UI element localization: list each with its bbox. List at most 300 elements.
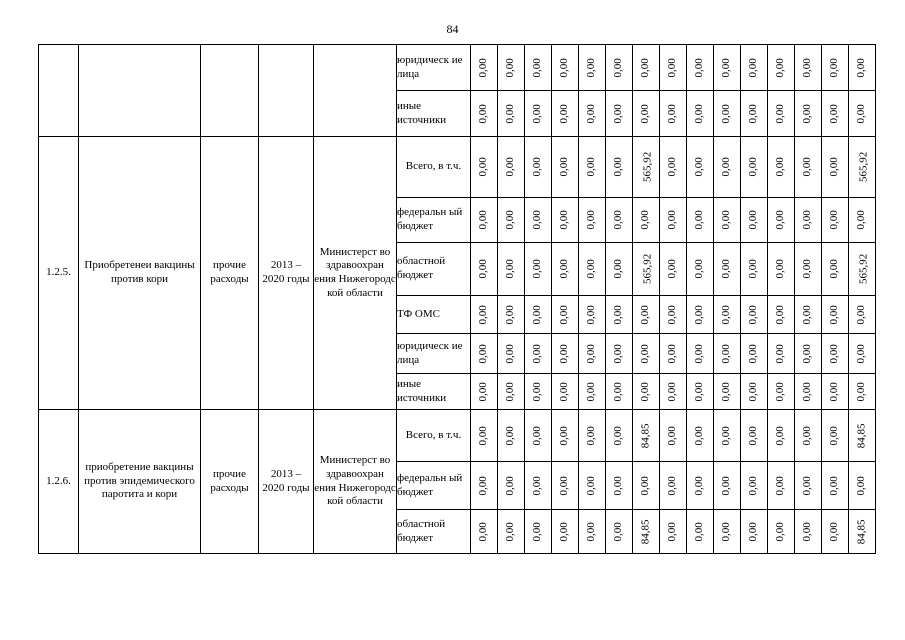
value-cell (660, 198, 687, 243)
value-text: 0,00 (585, 343, 598, 364)
value-cell (606, 137, 633, 198)
value-text: 0,00 (477, 381, 490, 402)
value-text: 0,00 (558, 103, 571, 124)
value-cell (714, 374, 741, 410)
source-cell: федеральн ый бюджет (397, 198, 471, 243)
value-cell (849, 374, 876, 410)
value-cell (525, 243, 552, 296)
value-text: 0,00 (747, 381, 760, 402)
value-cell (714, 296, 741, 334)
value-text: 0,00 (612, 210, 625, 230)
value-cell (768, 198, 795, 243)
value-cell (471, 137, 498, 198)
value-cell (795, 334, 822, 374)
value-cell (741, 510, 768, 554)
value-cell (687, 45, 714, 91)
value-text: 0,00 (531, 259, 544, 279)
value-cell (525, 198, 552, 243)
value-text: 0,00 (720, 259, 733, 279)
value-text: 0,00 (747, 304, 760, 325)
value-cell (525, 410, 552, 462)
value-cell (822, 45, 849, 91)
value-cell (498, 374, 525, 410)
value-cell (552, 243, 579, 296)
value-text: 0,00 (693, 103, 706, 124)
value-text: 0,00 (639, 475, 652, 496)
value-text: 0,00 (504, 259, 517, 279)
value-cell (606, 45, 633, 91)
value-text: 0,00 (477, 157, 490, 177)
value-cell (660, 334, 687, 374)
value-cell (768, 45, 795, 91)
value-cell (768, 374, 795, 410)
value-cell (849, 91, 876, 137)
value-text: 0,00 (558, 259, 571, 279)
value-cell (552, 374, 579, 410)
value-cell (714, 334, 741, 374)
value-text: 0,00 (666, 304, 679, 325)
value-text: 0,00 (855, 103, 868, 124)
value-cell (525, 374, 552, 410)
value-cell (822, 91, 849, 137)
value-text: 0,00 (558, 304, 571, 325)
table-row (39, 45, 876, 91)
value-cell (552, 334, 579, 374)
value-cell (795, 243, 822, 296)
value-cell (606, 334, 633, 374)
value-cell (525, 296, 552, 334)
value-text: 0,00 (477, 210, 490, 230)
value-cell (579, 410, 606, 462)
value-cell (633, 198, 660, 243)
value-text: 0,00 (666, 521, 679, 542)
value-cell (741, 45, 768, 91)
value-text: 0,00 (666, 381, 679, 402)
value-cell (714, 45, 741, 91)
value-text: 0,00 (720, 521, 733, 542)
value-text: 0,00 (612, 304, 625, 325)
value-cell (498, 410, 525, 462)
value-cell (633, 462, 660, 510)
value-text: 0,00 (774, 381, 787, 402)
value-cell (471, 296, 498, 334)
value-cell (633, 137, 660, 198)
value-cell (741, 462, 768, 510)
value-text: 0,00 (693, 57, 706, 78)
value-cell (741, 91, 768, 137)
value-text: 0,00 (855, 343, 868, 364)
value-cell (498, 462, 525, 510)
value-cell (714, 510, 741, 554)
value-cell (660, 410, 687, 462)
value-text: 0,00 (855, 304, 868, 325)
value-text: 0,00 (801, 381, 814, 402)
value-cell (687, 137, 714, 198)
value-cell (714, 243, 741, 296)
value-text: 0,00 (720, 157, 733, 177)
value-cell (822, 410, 849, 462)
value-text: 0,00 (828, 425, 841, 446)
value-text: 0,00 (639, 103, 652, 124)
value-cell (633, 91, 660, 137)
value-text: 0,00 (720, 381, 733, 402)
value-text: 0,00 (801, 157, 814, 177)
value-text: 0,00 (855, 381, 868, 402)
expense-type: прочие расходы (201, 137, 259, 410)
value-cell (660, 296, 687, 334)
value-text: 0,00 (477, 475, 490, 496)
value-cell (471, 243, 498, 296)
value-cell (471, 374, 498, 410)
value-cell (822, 137, 849, 198)
value-cell (471, 334, 498, 374)
value-cell (606, 374, 633, 410)
value-text: 0,00 (801, 343, 814, 364)
value-text: 0,00 (828, 103, 841, 124)
empty-cell (259, 45, 314, 137)
value-text: 0,00 (612, 521, 625, 542)
value-cell (579, 91, 606, 137)
value-cell (471, 462, 498, 510)
value-text: 0,00 (693, 343, 706, 364)
value-cell (741, 243, 768, 296)
value-text: 0,00 (477, 521, 490, 542)
value-text: 0,00 (828, 521, 841, 542)
value-cell (498, 137, 525, 198)
value-text: 0,00 (558, 475, 571, 496)
value-text: 0,00 (828, 475, 841, 496)
value-text: 0,00 (855, 210, 868, 230)
value-cell (498, 198, 525, 243)
value-cell (687, 243, 714, 296)
empty-cell (314, 45, 397, 137)
value-text: 0,00 (828, 157, 841, 177)
value-cell (525, 334, 552, 374)
value-text: 0,00 (639, 343, 652, 364)
value-text: 0,00 (558, 521, 571, 542)
table-row (39, 137, 876, 198)
value-cell (660, 243, 687, 296)
value-text: 0,00 (720, 343, 733, 364)
value-cell (822, 462, 849, 510)
source-cell: юридическ ие лица (397, 45, 471, 91)
value-cell (552, 198, 579, 243)
value-text: 0,00 (774, 57, 787, 78)
value-cell (633, 45, 660, 91)
value-cell (606, 410, 633, 462)
value-text: 0,00 (612, 157, 625, 177)
value-text: 0,00 (720, 475, 733, 496)
value-text: 0,00 (666, 210, 679, 230)
value-cell (741, 137, 768, 198)
period: 2013 – 2020 годы (259, 410, 314, 554)
source-cell: ТФ ОМС (397, 296, 471, 334)
value-cell (660, 137, 687, 198)
value-cell (633, 243, 660, 296)
value-text: 0,00 (828, 57, 841, 78)
value-text: 0,00 (585, 521, 598, 542)
table-row (39, 410, 876, 462)
value-cell (795, 410, 822, 462)
value-text: 0,00 (828, 259, 841, 279)
value-cell (471, 45, 498, 91)
value-cell (849, 510, 876, 554)
value-text: 0,00 (774, 304, 787, 325)
value-text: 0,00 (747, 259, 760, 279)
value-text: 84,85 (639, 423, 652, 448)
value-text: 0,00 (531, 425, 544, 446)
value-cell (849, 410, 876, 462)
value-cell (687, 510, 714, 554)
source-cell: Всего, в т.ч. (397, 410, 471, 462)
value-cell (498, 510, 525, 554)
value-text: 0,00 (585, 304, 598, 325)
value-text: 0,00 (477, 57, 490, 78)
value-text: 0,00 (720, 57, 733, 78)
value-cell (525, 91, 552, 137)
value-cell (606, 462, 633, 510)
value-cell (498, 334, 525, 374)
value-cell (822, 510, 849, 554)
value-text: 0,00 (801, 103, 814, 124)
value-cell (579, 137, 606, 198)
value-text: 0,00 (558, 425, 571, 446)
value-cell (552, 462, 579, 510)
value-text: 84,85 (855, 423, 868, 448)
value-text: 0,00 (828, 210, 841, 230)
source-cell: областной бюджет (397, 510, 471, 554)
value-cell (660, 91, 687, 137)
value-text: 0,00 (639, 57, 652, 78)
value-cell (606, 198, 633, 243)
value-cell (525, 137, 552, 198)
value-text: 0,00 (585, 475, 598, 496)
value-cell (795, 462, 822, 510)
source-cell: Всего, в т.ч. (397, 137, 471, 198)
value-text: 0,00 (504, 157, 517, 177)
value-cell (687, 462, 714, 510)
value-text: 0,00 (774, 259, 787, 279)
value-text: 0,00 (585, 381, 598, 402)
value-text: 0,00 (720, 103, 733, 124)
value-cell (822, 374, 849, 410)
source-cell: областной бюджет (397, 243, 471, 296)
value-text: 0,00 (585, 57, 598, 78)
value-text: 0,00 (504, 521, 517, 542)
value-text: 0,00 (666, 57, 679, 78)
value-cell (795, 296, 822, 334)
value-text: 0,00 (693, 521, 706, 542)
value-cell (633, 296, 660, 334)
value-cell (579, 296, 606, 334)
value-text: 0,00 (531, 103, 544, 124)
expense-type: прочие расходы (201, 410, 259, 554)
value-text: 0,00 (585, 259, 598, 279)
value-cell (687, 334, 714, 374)
value-text: 0,00 (828, 304, 841, 325)
value-text: 0,00 (666, 157, 679, 177)
value-text: 0,00 (531, 381, 544, 402)
empty-cell (79, 45, 201, 137)
value-text: 84,85 (639, 519, 652, 544)
value-text: 0,00 (504, 475, 517, 496)
value-cell (498, 45, 525, 91)
empty-cell (201, 45, 259, 137)
value-cell (822, 334, 849, 374)
value-text: 0,00 (639, 210, 652, 230)
value-text: 0,00 (747, 425, 760, 446)
value-cell (687, 91, 714, 137)
value-text: 0,00 (720, 210, 733, 230)
value-text: 0,00 (504, 304, 517, 325)
item-number: 1.2.6. (39, 410, 79, 554)
value-cell (768, 137, 795, 198)
value-cell (768, 410, 795, 462)
source-cell: иные источники (397, 91, 471, 137)
value-cell (714, 198, 741, 243)
value-text: 0,00 (639, 381, 652, 402)
value-text: 0,00 (639, 304, 652, 325)
item-name: Приобретенеи вакцины против кори (79, 137, 201, 410)
value-cell (552, 296, 579, 334)
value-cell (633, 374, 660, 410)
value-text: 0,00 (477, 304, 490, 325)
value-cell (471, 510, 498, 554)
value-text: 0,00 (531, 475, 544, 496)
value-cell (579, 45, 606, 91)
value-cell (795, 198, 822, 243)
value-text: 0,00 (693, 157, 706, 177)
value-text: 0,00 (531, 304, 544, 325)
value-text: 0,00 (504, 343, 517, 364)
value-cell (633, 334, 660, 374)
value-text: 0,00 (801, 475, 814, 496)
value-cell (687, 296, 714, 334)
value-cell (768, 334, 795, 374)
page-number: 84 (446, 22, 459, 36)
value-cell (849, 462, 876, 510)
value-text: 0,00 (585, 103, 598, 124)
value-text: 0,00 (477, 259, 490, 279)
value-text: 0,00 (774, 157, 787, 177)
value-cell (633, 410, 660, 462)
value-cell (849, 198, 876, 243)
value-cell (660, 374, 687, 410)
value-text: 0,00 (612, 425, 625, 446)
value-text: 565,92 (641, 253, 654, 285)
value-cell (660, 510, 687, 554)
value-cell (660, 462, 687, 510)
value-text: 0,00 (666, 475, 679, 496)
value-text: 0,00 (585, 157, 598, 177)
value-cell (687, 374, 714, 410)
value-cell (606, 91, 633, 137)
value-text: 565,92 (641, 151, 654, 183)
value-text: 0,00 (666, 259, 679, 279)
value-text: 0,00 (693, 210, 706, 230)
value-text: 0,00 (801, 259, 814, 279)
executor: Министерст во здравоохран ения Нижегородс кой области (314, 137, 397, 410)
value-text: 0,00 (774, 425, 787, 446)
value-text: 0,00 (747, 475, 760, 496)
value-cell (552, 91, 579, 137)
source-cell: иные источники (397, 374, 471, 410)
value-cell (768, 243, 795, 296)
value-text: 0,00 (774, 343, 787, 364)
value-text: 0,00 (558, 57, 571, 78)
value-text: 0,00 (855, 57, 868, 78)
value-text: 0,00 (558, 381, 571, 402)
value-text: 0,00 (612, 103, 625, 124)
value-cell (822, 198, 849, 243)
value-text: 0,00 (612, 343, 625, 364)
value-text: 0,00 (747, 210, 760, 230)
value-text: 0,00 (585, 210, 598, 230)
value-text: 0,00 (747, 157, 760, 177)
value-text: 0,00 (612, 259, 625, 279)
value-text: 0,00 (612, 475, 625, 496)
value-cell (795, 91, 822, 137)
value-cell (849, 296, 876, 334)
value-cell (714, 462, 741, 510)
value-cell (579, 334, 606, 374)
value-text: 0,00 (801, 210, 814, 230)
value-text: 0,00 (558, 157, 571, 177)
value-text: 0,00 (531, 57, 544, 78)
source-cell: юридическ ие лица (397, 334, 471, 374)
period: 2013 – 2020 годы (259, 137, 314, 410)
value-cell (525, 462, 552, 510)
value-text: 0,00 (666, 103, 679, 124)
value-cell (579, 510, 606, 554)
value-cell (552, 510, 579, 554)
value-text: 0,00 (828, 343, 841, 364)
value-text: 0,00 (693, 425, 706, 446)
value-text: 0,00 (774, 210, 787, 230)
value-cell (498, 243, 525, 296)
value-cell (714, 137, 741, 198)
value-text: 0,00 (504, 425, 517, 446)
value-cell (498, 296, 525, 334)
value-cell (606, 296, 633, 334)
value-cell (687, 410, 714, 462)
value-text: 0,00 (504, 57, 517, 78)
value-cell (849, 45, 876, 91)
value-cell (498, 91, 525, 137)
value-cell (741, 374, 768, 410)
value-cell (579, 198, 606, 243)
value-text: 0,00 (693, 259, 706, 279)
value-text: 0,00 (801, 57, 814, 78)
value-text: 84,85 (855, 519, 868, 544)
value-text: 0,00 (531, 343, 544, 364)
value-cell (552, 45, 579, 91)
value-cell (660, 45, 687, 91)
value-text: 0,00 (801, 521, 814, 542)
value-text: 0,00 (693, 475, 706, 496)
value-cell (768, 462, 795, 510)
value-text: 0,00 (585, 425, 598, 446)
value-cell (849, 334, 876, 374)
value-cell (714, 91, 741, 137)
item-name: приобретение вакцины против эпидемического паротита и кори (79, 410, 201, 554)
value-text: 0,00 (747, 343, 760, 364)
empty-cell (39, 45, 79, 137)
value-text: 0,00 (693, 304, 706, 325)
value-text: 0,00 (720, 304, 733, 325)
value-text: 0,00 (801, 425, 814, 446)
value-text: 0,00 (477, 103, 490, 124)
